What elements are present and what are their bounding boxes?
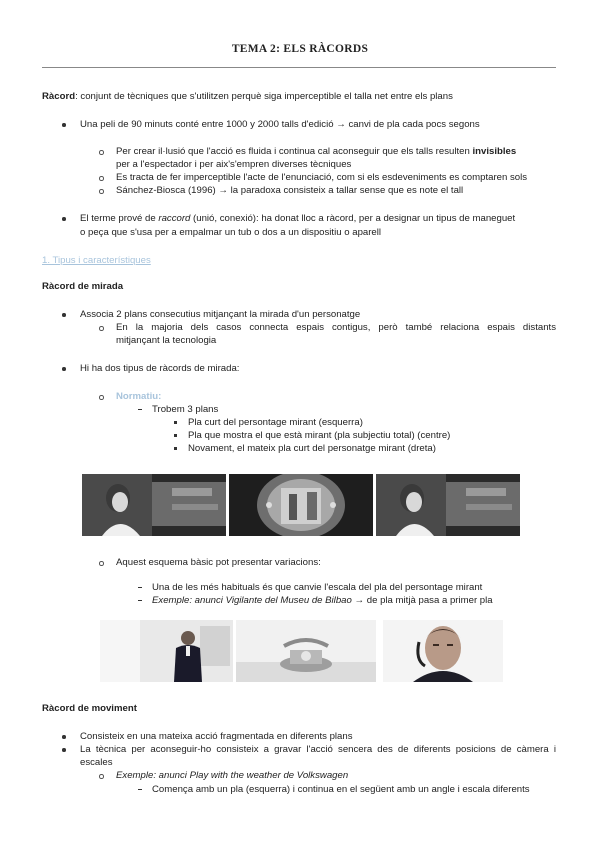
bullet-term-italic: raccord xyxy=(158,213,191,224)
moviment-bullet2-line1: La tècnica per aconseguir-ho consisteix a gravar l'acció sencera des de diferents posicions de càmera i xyxy=(80,744,556,755)
film-still-woman-looking xyxy=(82,474,226,536)
example-volkswagen: Exemple: anunci Play with the weather de Volkswagen xyxy=(116,770,349,781)
circle-bullet-icon xyxy=(99,326,104,331)
moviment-dash1: Comença amb un pla (esquerra) i continua en el següent amb un angle i escala diferents xyxy=(152,784,530,795)
square-bullet-icon xyxy=(174,447,177,450)
dash-bullet-icon xyxy=(138,600,142,601)
intro-term: Ràcord xyxy=(42,91,76,102)
pla-item: Novament, el mateix pla curt del personatge mirant (dreta) xyxy=(188,443,436,454)
mirada-bullet2: Hi ha dos tipus de ràcords de mirada: xyxy=(80,363,240,374)
bullet-term-text: El terme prové de xyxy=(80,213,159,224)
sub-illusion-line1 xyxy=(116,145,516,158)
moviment-bullet1: Consisteix en una mateixa acció fragmentada en diferents plans xyxy=(80,731,353,742)
circle-bullet-icon xyxy=(99,150,104,155)
ad-still-telephone-object xyxy=(236,620,376,682)
film-still-corridor-subjective xyxy=(229,474,373,536)
bullet-term-text-after: (unió, conexió): ha donat lloc a ràcord, per a designar un tipus de maneguet xyxy=(190,213,516,224)
dash-bullet-icon xyxy=(138,409,142,410)
variation-dash1: Una de les més habituals és que canvie l'escala del pla del persontage mirant xyxy=(152,582,483,593)
sub-enunciation: Es tracta de fer imperceptible l'acte de l'enunciació, com si els esdeveniments es comptaren sols xyxy=(116,172,528,183)
moviment-bullet2-line2: escales xyxy=(80,757,113,768)
variacions-text: Aquest esquema bàsic pot presentar variacions: xyxy=(116,557,321,568)
heading-racord-moviment: Ràcord de moviment xyxy=(42,703,137,714)
circle-bullet-icon xyxy=(99,176,104,181)
ad-still-guard-close-up xyxy=(383,620,503,682)
ad-still-guard-medium-shot xyxy=(100,620,233,682)
circle-bullet-icon xyxy=(99,189,104,194)
bullet-term-line1 xyxy=(80,212,515,225)
pla-item: Pla que mostra el que està mirant (pla subjectiu total) (centre) xyxy=(188,430,451,441)
circle-bullet-icon xyxy=(99,561,104,566)
sub-illusion-line2: per a l'espectador i per aix's'empren diverses tècniques xyxy=(116,159,352,170)
title-divider xyxy=(42,67,556,68)
bullet-icon xyxy=(62,217,66,221)
normatiu-label: Normatiu: xyxy=(116,391,162,402)
bullet-icon xyxy=(62,367,66,371)
sub-sanchez: Sánchez-Biosca (1996) → la paradoxa consisteix a tallar sense que es note el tall xyxy=(116,185,464,196)
bullet-icon xyxy=(62,123,66,127)
square-bullet-icon xyxy=(174,421,177,424)
bullet-icon xyxy=(62,735,66,739)
mirada-sub1-line1: En la majoria dels casos connecta espais contigus, però també relaciona espais distants xyxy=(116,322,556,333)
intro-definition: : conjunt de tècniques que s'utilitzen perquè siga imperceptible el talla net entre els plans xyxy=(75,91,453,102)
page-title: TEMA 2: ELS RÀCORDS xyxy=(231,43,369,55)
bullet-icon xyxy=(62,748,66,752)
bullet-movie-cuts: Una peli de 90 minuts conté entre 1000 y 2000 talls d'edició → canvi de pla cada pocs segons xyxy=(80,119,480,130)
film-still-woman-looking-repeat xyxy=(376,474,520,536)
sub-illusion-text: Per crear il·lusió que l'acció es fluida i continua cal aconseguir que els talls resulten xyxy=(116,146,473,157)
example-vigilante-text: → de pla mitjà pasa a primer pla xyxy=(351,595,493,606)
bullet-term-line2: o peça que s'usa per a empalmar un tub o dos a un dispositiu o aparell xyxy=(80,227,382,238)
circle-bullet-icon xyxy=(99,395,104,400)
trobem-3-plans: Trobem 3 plans xyxy=(152,404,219,415)
section-link-types[interactable]: 1. Tipus i característiques xyxy=(42,255,151,266)
bullet-icon xyxy=(62,313,66,317)
square-bullet-icon xyxy=(174,434,177,437)
example-vigilante-italic: Exemple: anunci Vigilante del Museu de Bilbao xyxy=(152,595,352,606)
intro-paragraph xyxy=(42,90,453,103)
mirada-sub1-line2: mitjançant la tecnologia xyxy=(116,335,217,346)
heading-racord-mirada: Ràcord de mirada xyxy=(42,281,124,292)
dash-bullet-icon xyxy=(138,789,142,790)
dash-bullet-icon xyxy=(138,587,142,588)
mirada-bullet1: Associa 2 plans consecutius mitjançant la mirada d'un personatge xyxy=(80,309,361,320)
variation-dash2 xyxy=(152,594,493,607)
circle-bullet-icon xyxy=(99,774,104,779)
pla-item: Pla curt del persontage mirant (esquerra) xyxy=(188,417,363,428)
sub-illusion-bold: invisibles xyxy=(472,146,517,157)
